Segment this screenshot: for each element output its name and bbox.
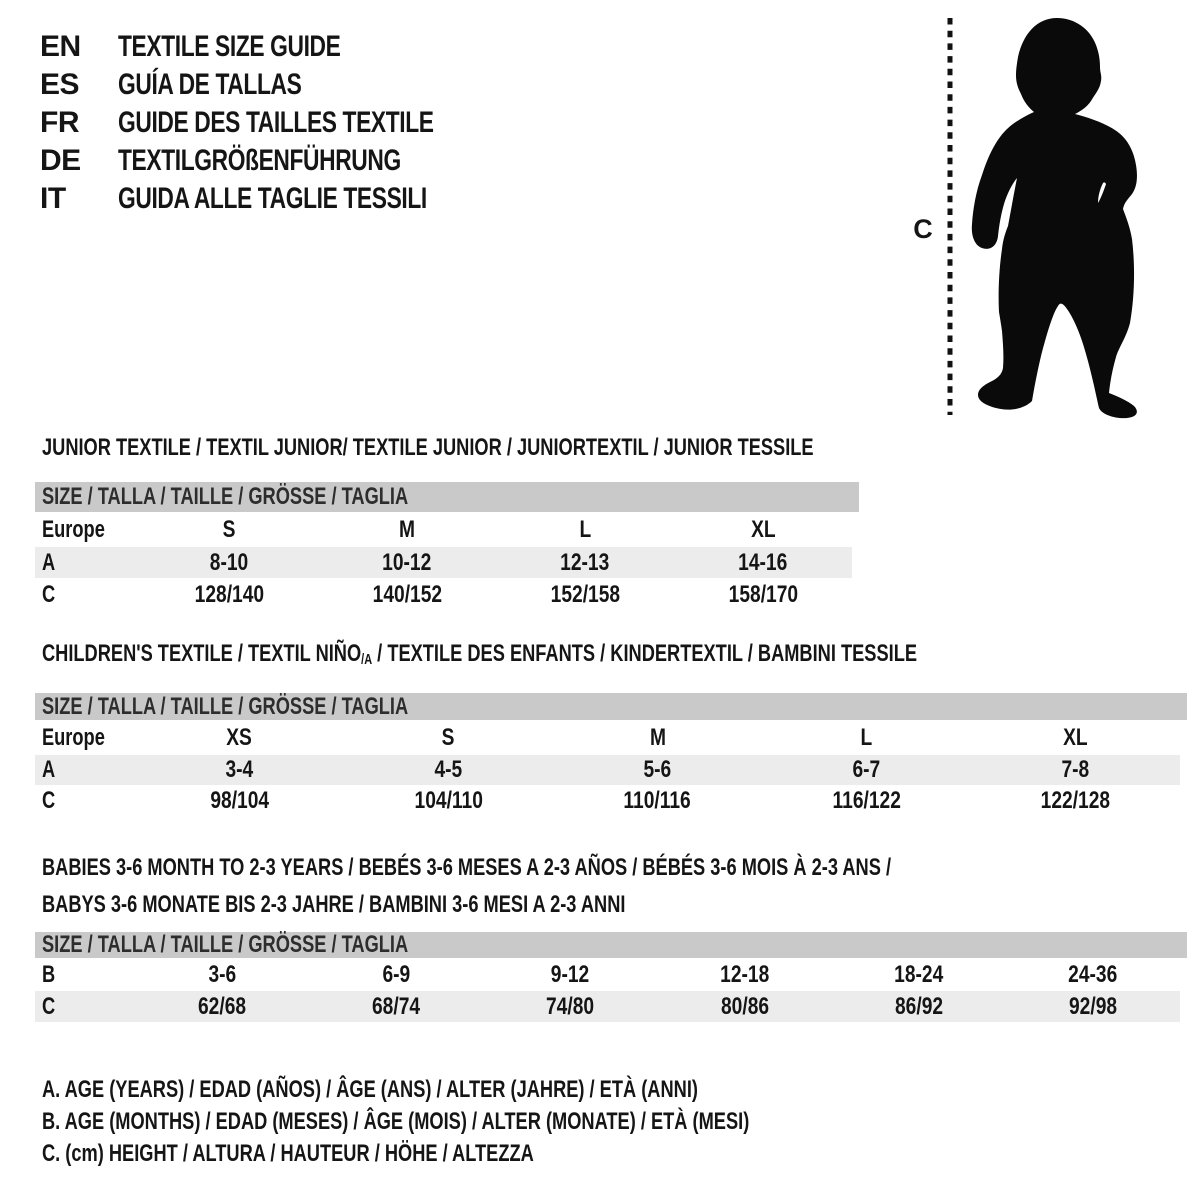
size-header-text: SIZE / TALLA / TAILLE / GRÖSSE / TAGLIA (42, 931, 409, 958)
language-row-fr (40, 104, 533, 142)
value-cell: 104/110 (414, 787, 483, 814)
toddler-silhouette-figure (900, 5, 1180, 430)
value-cell: 110/116 (623, 787, 692, 814)
nino-a-subscript: /A (361, 652, 373, 669)
language-label: TEXTILE SIZE GUIDE (118, 30, 341, 63)
value-cell: 12-13 (560, 548, 610, 576)
babies-title-text-line2: BABYS 3-6 MONATE BIS 2-3 JAHRE / BAMBINI 3-6 MESI A 2-3 ANNI (42, 891, 626, 918)
language-row-de (40, 142, 533, 180)
value-cell: 5-6 (643, 756, 672, 783)
babies-months-row (35, 958, 1180, 991)
value-cell: 18-24 (894, 960, 944, 988)
value-cell: 62/68 (198, 992, 247, 1020)
legend-line-c: C. (cm) HEIGHT / ALTURA / HAUTEUR / HÖHE / ALTEZZA (42, 1140, 534, 1167)
value-cell: 7-8 (1061, 756, 1090, 783)
children-size-header-band (35, 693, 1187, 720)
junior-europe-row (35, 512, 852, 547)
language-row-it (40, 180, 533, 218)
row-label-cell: C (42, 992, 56, 1020)
language-label: GUÍA DE TALLAS (118, 68, 302, 101)
row-label-cell: B (42, 960, 56, 988)
junior-table-title (42, 434, 1057, 462)
size-cell: L (860, 723, 873, 751)
value-cell: 122/128 (1040, 787, 1111, 814)
value-cell: 116/122 (832, 787, 901, 814)
toddler-silhouette (972, 18, 1137, 418)
children-height-row (35, 785, 1180, 817)
value-cell: 6-7 (852, 756, 881, 783)
value-cell: 3-6 (208, 960, 236, 988)
babies-height-row (35, 991, 1180, 1022)
language-code: EN (40, 30, 81, 63)
size-cell: L (579, 515, 591, 543)
row-label-cell: A (42, 548, 56, 576)
children-age-row (35, 755, 1180, 785)
legend-line-b: B. AGE (MONTHS) / EDAD (MESES) / ÂGE (MOIS) / ALTER (MONATE) / ETÀ (MESI) (42, 1108, 750, 1135)
size-cell: XL (1063, 723, 1088, 751)
babies-title-text-line1: BABIES 3-6 MONTH TO 2-3 YEARS / BEBÉS 3-6 MESES A 2-3 AÑOS / BÉBÉS 3-6 MOIS À 2-3 ANS / (42, 854, 892, 881)
size-cell: M (649, 723, 666, 751)
value-cell: 6-9 (382, 960, 411, 988)
value-cell: 24-36 (1068, 960, 1118, 988)
value-cell: 128/140 (194, 580, 264, 608)
row-label-cell: A (42, 756, 56, 783)
value-cell: 74/80 (546, 992, 595, 1020)
children-table-title-text: CHILDREN'S TEXTILE / TEXTIL $NIÑO_{/A}$ / TEXTILE DES ENFANTS / KINDERTEXTIL / BAMBINI TESSILE (42, 640, 917, 669)
language-label: GUIDE DES TAILLES TEXTILE (118, 106, 434, 139)
language-code: FR (40, 106, 79, 139)
size-cell: M (399, 515, 415, 543)
value-cell: 158/170 (728, 580, 798, 608)
language-code: IT (40, 182, 66, 215)
language-list (40, 28, 533, 218)
language-label: TEXTILGRÖßENFÜHRUNG (118, 144, 401, 177)
value-cell: 12-18 (720, 960, 770, 988)
junior-size-header-band (35, 482, 859, 512)
value-cell: 9-12 (551, 960, 590, 988)
children-europe-row (35, 720, 1180, 755)
junior-age-row (35, 547, 852, 578)
row-label-cell: Europe (42, 723, 105, 751)
value-cell: 140/152 (372, 580, 442, 608)
size-cell: S (442, 723, 455, 751)
value-cell: 80/86 (720, 992, 769, 1020)
babies-size-header-band (35, 932, 1187, 958)
junior-table-title-text: JUNIOR TEXTILE / TEXTIL JUNIOR/ TEXTILE JUNIOR / JUNIORTEXTIL / JUNIOR TESSILE (42, 434, 814, 461)
legend (42, 1074, 973, 1170)
value-cell: 98/104 (210, 787, 269, 814)
value-cell: 152/158 (550, 580, 620, 608)
babies-table-title-line2 (42, 891, 810, 919)
size-header-text: SIZE / TALLA / TAILLE / GRÖSSE / TAGLIA (42, 483, 409, 510)
size-header-text: SIZE / TALLA / TAILLE / GRÖSSE / TAGLIA (42, 692, 409, 720)
value-cell: 4-5 (434, 756, 463, 783)
row-label-cell: Europe (42, 515, 105, 543)
size-cell: S (222, 515, 236, 543)
language-label: GUIDA ALLE TAGLIE TESSILI (118, 182, 427, 215)
height-measure-label: C (913, 214, 933, 244)
children-table-title (42, 640, 1193, 668)
language-code: DE (40, 144, 81, 177)
junior-height-row (35, 578, 852, 611)
legend-line-a: A. AGE (YEARS) / EDAD (AÑOS) / ÂGE (ANS) / ALTER (JAHRE) / ETÀ (ANNI) (42, 1076, 698, 1103)
language-row-es (40, 66, 533, 104)
language-code: ES (40, 68, 80, 101)
value-cell: 8-10 (209, 548, 249, 576)
value-cell: 14-16 (738, 548, 788, 576)
value-cell: 3-4 (225, 756, 254, 783)
row-label-cell: C (42, 787, 56, 814)
language-row-en (40, 28, 533, 66)
babies-table-title-line1 (42, 854, 1159, 882)
value-cell: 10-12 (382, 548, 432, 576)
value-cell: 92/98 (1068, 992, 1117, 1020)
size-cell: XS (226, 723, 253, 751)
value-cell: 86/92 (894, 992, 943, 1020)
size-cell: XL (750, 515, 776, 543)
row-label-cell: C (42, 580, 56, 608)
value-cell: 68/74 (372, 992, 421, 1020)
